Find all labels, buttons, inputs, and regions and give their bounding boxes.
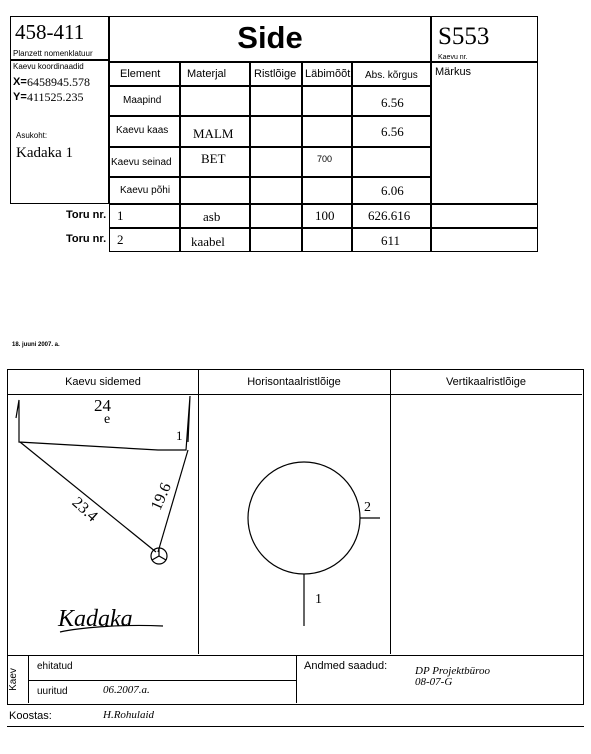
well-cross-section	[248, 462, 360, 574]
table-cell: asb	[180, 204, 250, 228]
x-label: X=	[13, 76, 27, 88]
author-value: H.Rohulaid	[103, 709, 155, 721]
table-cell	[250, 177, 302, 204]
table-cell	[352, 147, 431, 177]
table-cell	[180, 177, 250, 204]
table-cell: kaabel	[180, 228, 250, 252]
table-cell	[431, 228, 538, 252]
table-cell	[250, 204, 302, 228]
built-label: ehitatud	[37, 661, 73, 672]
col-title-vertical: Vertikaalristlõige	[445, 376, 527, 388]
table-cell: 700	[302, 147, 352, 177]
date-label: 18. juuni 2007. a.	[12, 342, 60, 348]
y-label: Y=	[13, 91, 27, 103]
coordinates-cell	[10, 60, 109, 204]
leg-left	[20, 442, 156, 552]
header-height: Abs. kõrgus	[352, 62, 431, 86]
table-row-element: Kaevu seinad	[109, 147, 180, 177]
well-id-label: Kaevu nr.	[438, 54, 468, 61]
table-row-element: Maapind	[109, 86, 180, 116]
footer-col-divider	[296, 656, 297, 703]
table-cell: 6.56	[352, 86, 431, 116]
y-value: 411525.235	[27, 90, 84, 104]
table-cell	[302, 228, 352, 252]
col-title-links: Kaevu sidemed	[65, 376, 141, 388]
remarks-cell	[431, 62, 538, 204]
table-row-element: Kaevu põhi	[109, 177, 180, 204]
author-label: Koostas:	[9, 710, 52, 722]
table-cell: MALM	[180, 116, 250, 147]
pipe-row-1: 1	[109, 204, 180, 228]
place-text: Kadaka	[58, 606, 133, 632]
data-from-label: Andmed saadud:	[304, 660, 388, 672]
footer-block	[7, 656, 584, 705]
pipe-label-1: Toru nr.	[66, 209, 107, 221]
table-cell	[431, 204, 538, 228]
well-id: S553	[438, 23, 490, 50]
table-cell: 6.06	[352, 177, 431, 204]
table-cell	[250, 228, 302, 252]
dim-right: 19.6	[148, 480, 175, 513]
footer-row-divider	[28, 680, 296, 681]
author-row	[7, 705, 584, 727]
table-cell	[180, 86, 250, 116]
well-card	[10, 16, 538, 252]
remarks-label: Märkus	[435, 66, 472, 78]
x-value: 6458945.578	[27, 75, 90, 89]
table-cell	[250, 116, 302, 147]
side-label: Kaev	[7, 668, 19, 691]
table-row-element: Kaevu kaas	[109, 116, 180, 147]
data-from-value-2: 08-07-G	[415, 676, 453, 688]
nomenclature-value: 458-411	[15, 20, 85, 44]
table-cell: 6.56	[352, 116, 431, 147]
dim-top: 24	[94, 396, 111, 415]
page-title: Side	[237, 20, 303, 55]
table-cell	[302, 177, 352, 204]
header-diameter: Läbimõõt	[302, 62, 352, 86]
header-cross: Ristlõige	[250, 62, 302, 86]
surveyed-value: 06.2007.a.	[103, 684, 150, 696]
table-cell: BET	[180, 147, 250, 177]
data-from-value-1: DP Projektbüroo	[415, 665, 491, 677]
location-label: Asukoht:	[16, 131, 48, 140]
title-cell	[109, 16, 431, 62]
col-title-horizontal: Horisontaalristlõige	[247, 376, 341, 388]
mark-1: 1	[176, 428, 183, 443]
sketch-sheet	[7, 369, 584, 656]
table-cell: 611	[352, 228, 431, 252]
table-cell	[302, 116, 352, 147]
pipe-row-2: 2	[109, 228, 180, 252]
header-element: Element	[109, 62, 180, 86]
header-material: Materjal	[180, 62, 250, 86]
pipe-label-1-sketch: 1	[315, 592, 322, 607]
well-id-cell	[431, 16, 538, 62]
surveyed-label: uuritud	[37, 686, 68, 697]
coord-label: Kaevu koordinaadid	[13, 62, 84, 71]
table-cell: 626.616	[352, 204, 431, 228]
nomenclature-cell	[10, 16, 109, 60]
table-cell: 100	[302, 204, 352, 228]
pipe-label-2: Toru nr.	[66, 233, 107, 245]
dim-left: 23.4	[68, 494, 101, 526]
table-cell	[302, 86, 352, 116]
table-cell	[250, 147, 302, 177]
location-value: Kadaka 1	[16, 145, 74, 161]
table-cell	[250, 86, 302, 116]
nomenclature-label: Planzett nomenklatuur	[13, 49, 93, 58]
pipe-label-2-sketch: 2	[364, 500, 371, 515]
dim-top-sub: e	[104, 412, 111, 427]
